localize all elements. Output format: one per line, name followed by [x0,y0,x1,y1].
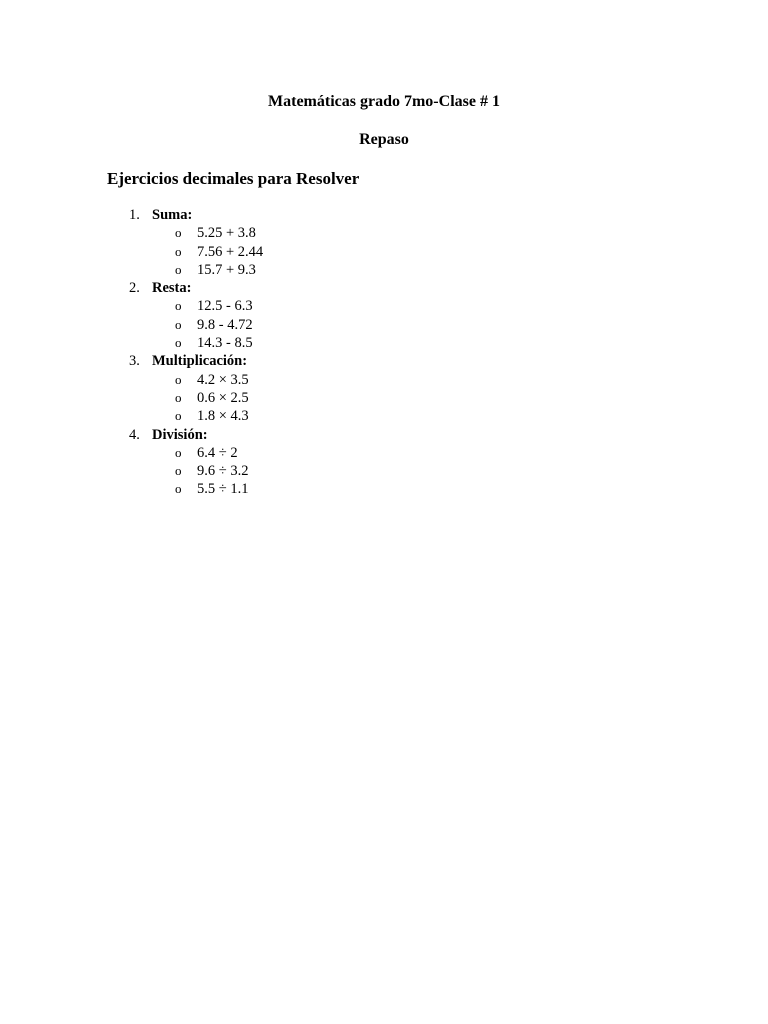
category-number: 4. [129,426,140,443]
exercise-expression: 1.8 × 4.3 [197,408,249,425]
bullet-marker: o [175,298,182,314]
page-subtitle: Repaso [359,131,409,148]
category-multiplicacion [0,352,768,370]
exercise-item [0,389,768,407]
exercise-item [0,462,768,480]
exercise-item [0,480,768,498]
exercise-expression: 5.25 + 3.8 [197,225,256,242]
exercise-expression: 6.4 ÷ 2 [197,444,238,461]
exercise-item [0,316,768,334]
bullet-marker: o [175,389,182,405]
bullet-marker: o [175,481,182,497]
bullet-marker: o [175,261,182,277]
category-name: División: [152,426,208,443]
exercise-item [0,243,768,261]
section-heading: Ejercicios decimales para Resolver [107,169,360,188]
exercise-expression: 4.2 × 3.5 [197,371,249,388]
exercise-expression: 15.7 + 9.3 [197,261,256,278]
bullet-marker: o [175,316,182,332]
category-number: 2. [129,280,140,297]
exercise-expression: 12.5 - 6.3 [197,298,253,315]
bullet-marker: o [175,408,182,424]
exercise-expression: 7.56 + 2.44 [197,243,264,260]
category-number: 1. [129,207,140,223]
exercise-list [0,206,768,499]
bullet-marker: o [175,463,182,479]
exercise-item [0,334,768,352]
exercise-expression: 9.8 - 4.72 [197,316,253,333]
category-name: Suma: [152,207,193,223]
page-title: Matemáticas grado 7mo-Clase # 1 [268,93,500,110]
category-division [0,426,768,444]
exercise-expression: 5.5 ÷ 1.1 [197,481,249,498]
category-number: 3. [129,353,140,370]
bullet-marker: o [175,243,182,259]
bullet-marker: o [175,335,182,351]
bullet-marker: o [175,225,182,241]
exercise-item [0,224,768,242]
category-name: Multiplicación: [152,353,248,370]
category-name: Resta: [152,280,192,297]
exercise-item [0,297,768,315]
exercise-item [0,444,768,462]
category-suma [0,206,768,224]
bullet-marker: o [175,371,182,387]
exercise-expression: 14.3 - 8.5 [197,335,253,352]
exercise-expression: 9.6 ÷ 3.2 [197,463,249,480]
bullet-marker: o [175,444,182,460]
category-resta [0,279,768,297]
exercise-item [0,261,768,279]
exercise-expression: 0.6 × 2.5 [197,389,249,406]
exercise-item [0,407,768,425]
exercise-item [0,371,768,389]
